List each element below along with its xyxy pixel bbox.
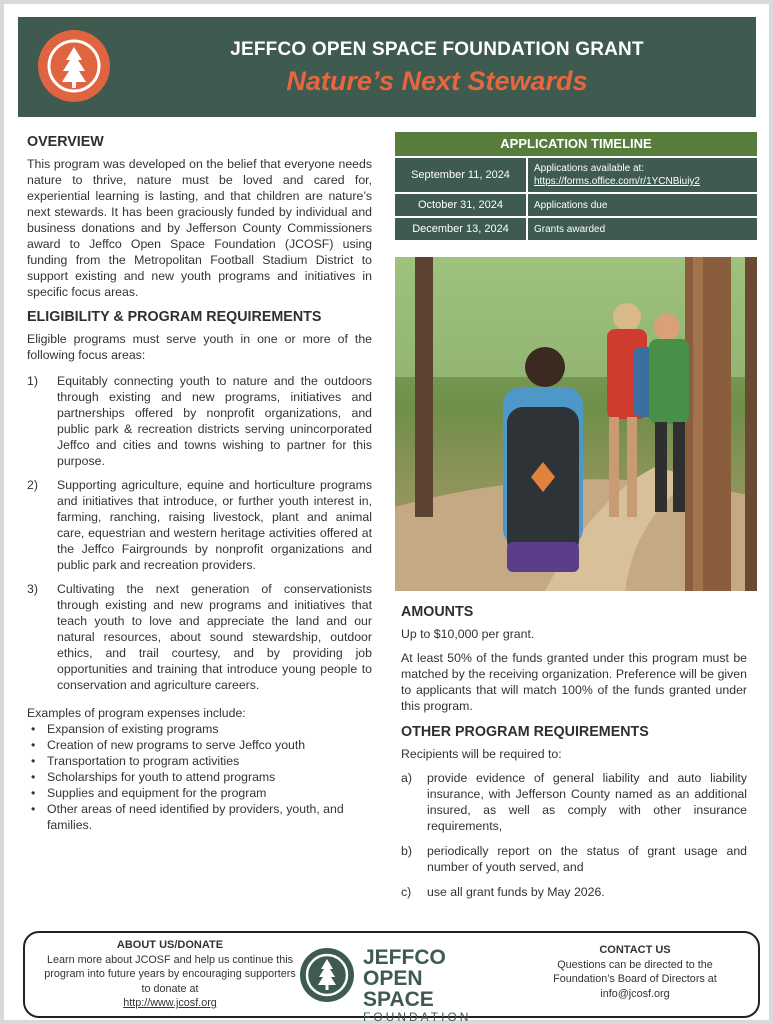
flyer-page [4,4,769,1024]
logo-wordmark [363,947,497,1024]
left-column [27,134,372,833]
eligibility-heading: ELIGIBILITY & PROGRAM REQUIREMENTS [27,309,322,325]
contact-heading: CONTACT US [599,944,671,956]
list-item: • Transportation to program activities [27,753,372,769]
examples-label: Examples of program expenses include: [27,706,246,720]
item-number: 1) [27,374,38,388]
item-number: b) [401,844,412,858]
item-text: periodically report on the status of grant usage and number of youth served, and [427,844,747,874]
application-timeline [395,132,757,240]
list-item: • Supplies and equipment for the program [27,785,372,801]
timeline-date: October 31, 2024 [395,194,526,216]
contact-email[interactable]: info@jcosf.org [600,987,670,1000]
hiking-kids-photo [395,257,757,591]
timeline-row [395,194,757,216]
timeline-desc-text: Applications available at: [534,163,645,174]
item-number: 3) [27,582,38,596]
eligibility-intro: Eligible programs must serve youth in one or more of the following focus areas: [27,332,372,362]
program-name: Nature’s Next Stewards [286,66,588,96]
timeline-heading: APPLICATION TIMELINE [395,132,757,156]
item-text: Supporting agriculture, equine and horticulture programs and initiatives that introduce, or further youth interest in, farming, ranching, raising livestock, plant and animal care, equestrian and western heritage activities offered at the Jeffco Fairgrounds by nonprofit organizations and public park and recreation providers. [57,478,372,572]
amounts-heading: AMOUNTS [401,604,474,620]
list-item: • Scholarships for youth to attend programs [27,769,372,785]
grant-title: JEFFCO OPEN SPACE FOUNDATION GRANT [230,39,644,60]
item-text: provide evidence of general liability and auto liability insurance, with Jefferson County named as an additional insured, as well as comply with other insurance requirements, [427,771,747,833]
focus-areas-list [27,373,372,693]
overview-heading: OVERVIEW [27,134,104,150]
focus-area-item [27,477,372,573]
requirement-item [401,770,747,834]
requirement-item [401,843,747,875]
other-requirements-intro: Recipients will be required to: [401,747,562,761]
tree-logo-icon [38,30,110,102]
focus-area-item [27,373,372,469]
list-item: • Expansion of existing programs [27,721,372,737]
item-number: c) [401,885,412,899]
contact-text: Questions can be directed to the Foundation’s Board of Directors at [553,958,717,985]
amounts-line2: At least 50% of the funds granted under this program must be matched by the receiving organization. Preference will be given to applicants that will match 100% of the funds granted under this program. [401,651,747,713]
logo-line2: OPEN SPACE [363,967,434,1011]
website-link[interactable]: http://www.jcosf.org [123,997,217,1009]
timeline-desc [528,158,757,192]
timeline-row [395,218,757,240]
amounts-line1: Up to $10,000 per grant. [401,627,535,641]
application-form-link[interactable]: https://forms.office.com/r/1YCNBiuiy2 [534,176,700,187]
timeline-desc: Grants awarded [528,218,757,240]
item-number: a) [401,771,412,785]
item-text: Cultivating the next generation of conservationists through existing and new programs and initiatives that teach youth to love and appreciate the land and our natural resources, about sound stewardship, outdoor ethics, and trail courtesy, and by providing job opportunities and training that introduce young people to conservation and agriculture careers. [57,582,372,692]
timeline-row [395,158,757,192]
logo-line1: JEFFCO [363,946,446,969]
about-text: Learn more about JCOSF and help us continue this program into future years by encouraging supporters to donate at [44,953,296,995]
requirements-list [401,770,747,900]
other-requirements-heading: OTHER PROGRAM REQUIREMENTS [401,724,649,740]
list-item: • Other areas of need identified by providers, youth, and families. [27,801,372,833]
item-number: 2) [27,478,38,492]
right-column [401,604,747,909]
item-text: use all grant funds by May 2026. [427,885,605,899]
about-heading: ABOUT US/DONATE [116,939,224,951]
requirement-item [401,884,747,900]
header-banner [18,17,756,117]
about-section [39,938,301,1011]
overview-text: This program was developed on the belief that everyone needs nature to thrive, nature must be loved and cared for, experiential learning is lasting, and that children are nature’s next stewards. It has been graciously funded by individual and business donations and by Jefferson County Commissioners award to Jeffco Open Space Foundation (JCOSF) using funding from the Metropolitan Football Stadium District to support existing and new youth programs and initiatives in specific focus areas. [27,157,372,299]
contact-section [525,943,745,1001]
foundation-logo [297,945,497,1024]
item-text: Equitably connecting youth to nature and the outdoors through existing and new programs, initiatives and partnerships offered by nonprofit organizations, and public park & recreation districts serving unincorporated Jeffco and cities and towns wishing to partner for this purpose. [57,374,372,468]
timeline-desc: Applications due [528,194,757,216]
tree-circle-icon [297,945,357,1005]
timeline-date: December 13, 2024 [395,218,526,240]
list-item: • Creation of new programs to serve Jeffco youth [27,737,372,753]
logo-line3: FOUNDATION [363,1010,472,1024]
footer-box [23,931,760,1024]
examples-list [27,721,372,833]
focus-area-item [27,581,372,693]
timeline-date: September 11, 2024 [395,158,526,192]
